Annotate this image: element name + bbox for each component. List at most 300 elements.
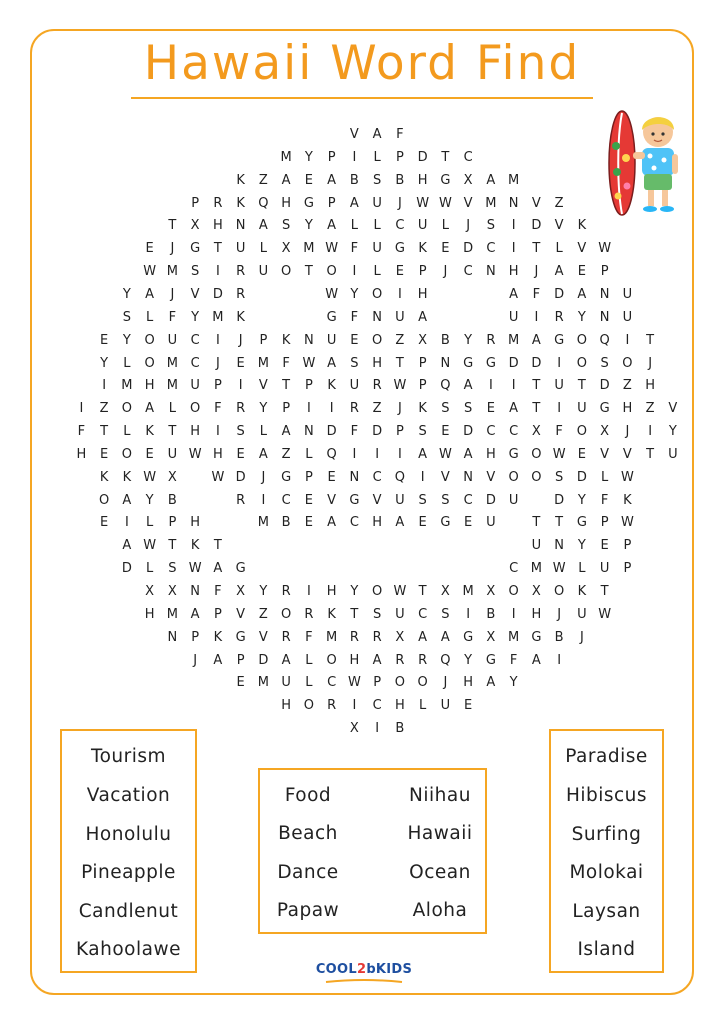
grid-letter: S [372,172,382,188]
grid-letter: E [464,515,473,531]
grid-letter: D [531,218,542,234]
grid-letter: Y [259,584,268,599]
grid-letter: K [190,538,200,554]
logo-part-1: COOL [315,962,357,977]
grid-letter: C [372,469,382,485]
grid-letter: T [532,241,541,257]
logo-part-3: bKIDS [366,962,413,977]
grid-letter: C [327,675,337,691]
grid-letter: M [166,606,178,622]
grid-letter: W [620,469,634,485]
grid-letter: K [236,195,245,211]
grid-letter: M [508,332,520,348]
grid-letter: P [418,355,427,371]
grid-letter: X [418,332,428,348]
grid-letter: A [463,446,473,462]
grid-letter: S [600,355,609,371]
grid-letter: P [327,149,336,165]
word-item: Kahoolawe [76,939,181,960]
grid-letter: H [212,218,223,234]
grid-letter: I [238,378,243,394]
grid-letter: Q [599,332,610,348]
word-item: Beach [278,823,338,844]
grid-letter: X [236,584,246,599]
grid-letter: O [372,584,383,599]
grid-letter: U [167,332,178,348]
grid-letter: L [146,561,154,577]
grid-letter: L [373,264,381,280]
grid-letter: A [145,401,155,417]
grid-letter: F [77,424,86,440]
grid-letter: E [145,241,154,257]
grid-letter: R [486,332,496,348]
grid-letter: O [576,332,587,348]
word-item: Surfing [571,824,642,845]
grid-letter: H [144,378,155,394]
grid-letter: H [281,698,292,714]
grid-letter: R [372,629,382,645]
grid-letter: M [166,378,178,394]
grid-letter: P [213,378,222,394]
grid-letter: Y [100,355,109,371]
grid-letter: K [577,584,587,599]
grid-letter: R [349,629,359,645]
grid-letter: A [372,127,382,142]
grid-row [70,607,684,625]
grid-letter: U [190,378,200,394]
grid-letter: W [143,469,157,485]
grid-letter: M [508,172,520,188]
grid-letter: G [235,561,246,577]
grid-letter: N [508,195,519,211]
grid-letter: L [373,218,381,234]
grid-letter: J [534,264,539,280]
grid-letter: E [350,332,359,348]
grid-letter: P [418,378,427,394]
grid-letter: U [599,561,610,577]
grid-row [70,447,684,465]
grid-letter: V [440,469,450,485]
grid-letter: X [440,584,450,599]
grid-letter: E [418,515,427,531]
grid-letter: I [397,446,402,462]
grid-row [70,196,684,214]
grid-letter: J [466,218,471,234]
grid-letter: K [418,401,427,417]
grid-letter: H [76,446,87,462]
grid-letter: N [554,538,564,554]
grid-letter: L [146,515,154,531]
grid-letter: U [372,241,382,257]
grid-letter: H [190,515,201,531]
grid-letter: U [395,606,405,622]
grid-letter: P [213,606,222,622]
grid-letter: Z [372,401,382,417]
grid-letter: W [302,355,316,371]
grid-letter: D [554,286,565,302]
grid-letter: C [509,561,519,577]
grid-letter: E [145,446,154,462]
grid-letter: P [395,149,404,165]
grid-letter: W [143,538,157,554]
grid-letter: F [532,286,541,302]
grid-letter: M [508,629,520,645]
grid-letter: L [305,652,313,668]
grid-letter: K [236,172,245,188]
grid-letter: T [304,264,313,280]
grid-letter: I [534,309,539,325]
grid-letter: N [235,218,246,234]
grid-letter: A [190,606,200,622]
grid-letter: D [372,424,383,440]
word-item: Hibiscus [565,785,648,806]
grid-letter: M [303,241,315,257]
grid-letter: A [327,515,337,531]
grid-letter: G [576,515,587,531]
grid-letter: A [418,446,428,462]
grid-letter: X [395,629,405,645]
grid-letter: I [306,584,311,599]
grid-letter: U [440,698,451,714]
grid-letter: W [325,241,339,257]
word-item: Aloha [412,900,468,921]
grid-letter: T [532,401,541,417]
grid-letter: V [372,492,382,508]
grid-letter: N [190,584,200,599]
grid-letter: H [531,606,542,622]
grid-letter: O [281,264,292,280]
grid-letter: Y [145,492,154,508]
grid-letter: A [531,652,541,668]
grid-letter: X [167,584,177,599]
grid-letter: U [508,309,519,325]
grid-letter: N [599,309,610,325]
grid-letter: D [599,378,610,394]
grid-letter: M [280,149,292,165]
word-list-right-box [549,729,664,973]
grid-letter: E [600,538,609,554]
grid-letter: W [598,241,612,257]
grid-letter: D [258,652,269,668]
grid-letter: H [326,584,337,599]
grid-letter: U [577,606,587,622]
grid-letter: A [509,401,519,417]
grid-letter: U [668,446,678,462]
grid-letter: J [397,401,402,417]
grid-letter: L [441,218,449,234]
grid-letter: U [531,538,542,554]
grid-letter: U [167,446,178,462]
grid-letter: I [466,606,471,622]
grid-letter: M [121,378,133,394]
grid-letter: H [485,446,496,462]
grid-letter: O [326,264,337,280]
grid-letter: X [531,584,541,599]
grid-letter: G [190,241,201,257]
grid-letter: Y [577,492,586,508]
grid-letter: I [420,469,425,485]
grid-letter: Y [668,424,677,440]
grid-letter: G [303,195,314,211]
grid-letter: R [418,652,428,668]
grid-letter: X [600,424,610,440]
grid-letter: P [191,195,200,211]
grid-letter: P [623,538,632,554]
grid-letter: O [531,446,542,462]
title-underline [131,97,593,99]
grid-letter: A [213,652,223,668]
grid-letter: E [304,515,313,531]
grid-letter: R [236,401,246,417]
grid-letter: B [395,721,405,737]
grid-letter: H [508,264,519,280]
grid-letter: J [193,652,198,668]
grid-letter: V [190,286,200,302]
grid-letter: L [373,149,381,165]
word-item: Molokai [569,862,644,883]
grid-letter: I [511,241,516,257]
grid-letter: H [417,172,428,188]
grid-letter: L [259,241,267,257]
grid-letter: E [100,446,109,462]
grid-letter: I [306,401,311,417]
grid-letter: A [213,561,223,577]
grid-letter: M [326,629,338,645]
grid-row [70,356,684,374]
grid-letter: G [463,629,474,645]
grid-letter: C [281,492,291,508]
grid-letter: T [168,538,177,554]
grid-letter: A [395,515,405,531]
grid-letter: S [554,469,564,485]
grid-letter: A [122,538,132,554]
grid-letter: A [327,172,337,188]
grid-letter: J [443,264,448,280]
word-item: Dance [277,862,339,883]
grid-row [70,173,684,191]
grid-letter: M [257,355,269,371]
grid-letter: L [123,355,131,371]
grid-row [70,333,684,351]
grid-letter: X [486,629,496,645]
word-item: Island [577,939,636,960]
grid-letter: H [212,446,223,462]
grid-letter: A [509,286,519,302]
grid-letter: R [236,286,246,302]
grid-letter: G [599,401,610,417]
grid-letter: A [281,652,291,668]
grid-letter: S [441,606,450,622]
grid-letter: W [393,378,407,394]
grid-letter: Q [258,195,269,211]
grid-letter: P [168,515,177,531]
grid-letter: I [352,446,357,462]
grid-letter: U [417,218,428,234]
grid-letter: E [464,698,473,714]
grid-letter: D [326,424,337,440]
grid-letter: O [121,446,132,462]
grid-letter: O [531,469,542,485]
grid-letter: O [576,355,587,371]
grid-letter: N [304,332,314,348]
grid-letter: I [557,401,562,417]
grid-letter: J [238,332,243,348]
grid-row [70,218,684,236]
grid-letter: P [373,675,382,691]
grid-letter: O [372,286,383,302]
grid-letter: P [600,515,609,531]
grid-letter: E [327,469,336,485]
grid-letter: J [397,195,402,211]
grid-letter: G [235,629,246,645]
grid-letter: V [554,218,564,234]
grid-letter: Z [258,172,268,188]
grid-letter: C [395,218,405,234]
grid-letter: H [372,355,383,371]
grid-letter: A [349,195,359,211]
grid-letter: R [213,195,223,211]
grid-letter: I [625,332,630,348]
grid-row [70,515,684,533]
word-item: Tourism [90,746,167,767]
grid-letter: C [349,515,359,531]
grid-letter: Y [191,309,200,325]
grid-letter: I [488,378,493,394]
grid-letter: H [281,195,292,211]
grid-letter: X [145,584,155,599]
grid-letter: O [303,698,314,714]
grid-letter: T [532,378,541,394]
grid-letter: P [304,378,313,394]
grid-letter: A [372,652,382,668]
grid-letter: E [236,355,245,371]
grid-row [70,378,684,396]
grid-letter: N [167,629,178,645]
grid-letter: W [188,446,202,462]
grid-row [70,287,684,305]
grid-letter: T [100,424,109,440]
grid-letter: N [372,309,382,325]
grid-letter: X [190,218,200,234]
grid-letter: O [281,606,292,622]
grid-letter: Y [122,332,131,348]
grid-letter: H [349,652,360,668]
grid-letter: A [327,355,337,371]
grid-letter: V [327,492,337,508]
grid-letter: E [441,241,450,257]
grid-row [70,150,684,168]
grid-letter: W [393,584,407,599]
grid-letter: B [395,172,405,188]
grid-letter: V [622,446,632,462]
grid-letter: S [418,492,427,508]
grid-letter: U [258,264,269,280]
grid-letter: W [211,469,225,485]
grid-letter: T [646,332,655,348]
word-item: Candlenut [78,901,179,922]
grid-letter: G [349,492,360,508]
grid-letter: S [441,492,450,508]
grid-letter: I [648,424,653,440]
grid-letter: F [214,401,222,417]
logo-part-2: 2 [356,962,367,977]
grid-letter: U [281,675,291,691]
grid-letter: R [327,698,337,714]
word-item: Laysan [572,901,641,922]
grid-row [70,310,684,328]
grid-letter: F [509,652,518,668]
grid-letter: T [168,218,177,234]
grid-letter: L [168,401,176,417]
grid-letter: C [463,149,473,165]
grid-letter: V [668,401,678,417]
grid-letter: V [486,469,496,485]
grid-letter: O [190,401,201,417]
grid-letter: S [168,561,177,577]
grid-letter: D [485,492,496,508]
grid-letter: Y [464,332,473,348]
grid-letter: B [281,515,291,531]
grid-letter: S [418,424,427,440]
grid-letter: S [441,401,450,417]
grid-letter: I [124,515,129,531]
grid-letter: E [236,446,245,462]
grid-letter: V [349,127,359,142]
grid-letter: P [236,652,245,668]
grid-letter: T [532,515,541,531]
grid-letter: D [463,424,474,440]
grid-row [70,653,684,671]
grid-letter: O [372,332,383,348]
grid-letter: F [555,424,563,440]
grid-letter: E [304,492,313,508]
grid-letter: Y [350,286,359,302]
grid-letter: F [350,309,359,325]
grid-letter: A [122,492,132,508]
grid-letter: G [508,446,519,462]
grid-letter: A [281,172,291,188]
grid-letter: A [531,332,541,348]
grid-letter: A [486,172,496,188]
grid-letter: G [440,172,451,188]
grid-letter: G [326,309,337,325]
grid-letter: K [623,492,632,508]
grid-letter: O [394,675,405,691]
grid-row [70,127,684,145]
grid-letter: I [511,378,516,394]
grid-letter: E [100,332,109,348]
grid-letter: Q [440,378,451,394]
grid-letter: F [350,424,359,440]
grid-letter: J [170,241,175,257]
grid-letter: T [168,424,177,440]
grid-letter: I [352,264,357,280]
grid-letter: G [554,332,565,348]
grid-letter: C [190,332,200,348]
grid-letter: Q [394,469,405,485]
grid-letter: H [190,424,201,440]
grid-letter: Y [304,149,313,165]
word-item: Papaw [276,900,340,921]
grid-row [70,561,684,579]
grid-letter: L [305,446,313,462]
grid-letter: Z [99,401,109,417]
grid-letter: T [600,584,609,599]
grid-letter: N [463,469,473,485]
grid-letter: Y [577,309,586,325]
grid-letter: B [554,629,564,645]
grid-letter: R [236,492,246,508]
